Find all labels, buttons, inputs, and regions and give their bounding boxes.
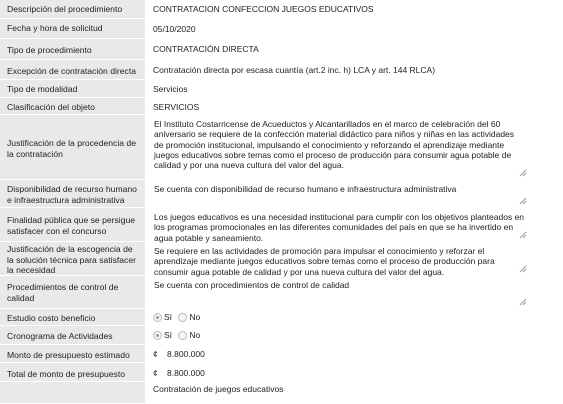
resize-grip-icon[interactable] (519, 265, 527, 273)
currency-symbol: ¢ (153, 349, 158, 359)
field-label: Procedimientos de control de calidad (0, 276, 145, 309)
field-label: Total de monto de presupuesto (0, 363, 145, 382)
row-finalidad-publica (0, 208, 563, 242)
objeto-value: Contratación de juegos educativos (153, 384, 284, 394)
fecha-value: 05/10/2020 (153, 24, 196, 34)
row-excepcion (0, 60, 563, 80)
row-justificacion-procedencia (0, 115, 563, 180)
row-fecha (0, 19, 563, 39)
field-label: Descripción del procedimiento (0, 0, 145, 19)
field-label: Tipo de modalidad (0, 80, 145, 98)
field-label (0, 382, 145, 404)
cronograma-no-radio[interactable]: No (178, 330, 200, 341)
field-label: Justificación de la procedencia de la contratación (0, 115, 145, 180)
resize-grip-icon[interactable] (519, 197, 527, 205)
row-monto-estimado (0, 345, 563, 363)
currency-symbol: ¢ (153, 368, 158, 378)
resize-grip-icon[interactable] (519, 231, 527, 239)
row-estudio-costo (0, 309, 563, 326)
monto-total-value: 8.800.000 (167, 368, 205, 378)
row-control-calidad (0, 276, 563, 309)
row-objeto (0, 382, 563, 404)
field-label: Tipo de procedimiento (0, 39, 145, 60)
radio-button-icon (178, 331, 187, 340)
row-disponibilidad (0, 180, 563, 208)
cronograma-si-radio[interactable]: Sí (153, 330, 172, 341)
excepcion-value: Contratación directa por escasa cuantía (art.2 inc. h) LCA y art. 144 RLCA) (153, 65, 436, 75)
resize-grip-icon[interactable] (519, 298, 527, 306)
field-label: Excepción de contratación directa (0, 60, 145, 80)
estudio-si-radio[interactable]: Sí (153, 312, 172, 323)
field-label: Finalidad pública que se persigue satisfacer con el concurso (0, 208, 145, 242)
field-label: Disponibilidad de recurso humano e infraestructura administrativa (0, 180, 145, 208)
justificacion-procedencia-textarea[interactable]: El Instituto Costarricense de Acueductos y Alcantarillados en el marco de celebración del 60 aniversario se requiere de la confección material didáctico para niños y niñas en las actividades de promoción institucional, impulsando el conocimiento y reforzando el aprendizaje mediante juegos educativos sobre temas como el proceso de producción para consumir agua potable de calidad y por una nueva cultura del valor del agua. (153, 118, 526, 177)
disponibilidad-textarea[interactable]: Se cuenta con disponibilidad de recurso humano e infraestructura administrativa (153, 183, 526, 205)
row-justificacion-escogencia (0, 242, 563, 276)
monto-estimado-value: 8.800.000 (167, 349, 205, 359)
descripcion-value: CONTRATACION CONFECCION JUEGOS EDUCATIVOS (153, 4, 374, 14)
radio-button-icon (153, 313, 162, 322)
radio-button-icon (178, 313, 187, 322)
control-calidad-textarea[interactable]: Se cuenta con procedimientos de control de calidad (153, 279, 526, 306)
field-label: Clasificación del objeto (0, 98, 145, 115)
field-label: Estudio costo beneficio (0, 309, 145, 326)
row-tipo-modalidad (0, 80, 563, 98)
tipo-procedimiento-value: CONTRATACIÓN DIRECTA (153, 44, 259, 54)
field-label: Justificación de la escogencia de la solución técnica para satisfacer la necesidad (0, 242, 145, 276)
radio-button-icon (153, 331, 162, 340)
tipo-modalidad-value: Servicios (153, 84, 188, 94)
row-tipo-procedimiento (0, 39, 563, 60)
field-label: Monto de presupuesto estimado (0, 345, 145, 363)
row-cronograma (0, 326, 563, 345)
clasificacion-value: SERVICIOS (153, 102, 200, 112)
finalidad-publica-textarea[interactable]: Los juegos educativos es una necesidad institucional para cumplir con los objetivos planteados en los programas promocionales en las diferentes comunidades del país en que se ha invertido en agua potable y saneamiento. (153, 211, 526, 239)
row-descripcion (0, 0, 563, 19)
field-label: Cronograma de Actividades (0, 326, 145, 345)
estudio-no-radio[interactable]: No (178, 312, 200, 323)
justificacion-escogencia-textarea[interactable]: Se requiere en las actividades de promoción para impulsar el conocimiento y reforzar el aprendizaje mediante juegos educativos sobre temas como el proceso de producción para consumir agua potable de calidad y por una nueva cultura del valor del agua. (153, 245, 526, 273)
field-label: Fecha y hora de solicitud (0, 19, 145, 39)
resize-grip-icon[interactable] (519, 169, 527, 177)
row-monto-total (0, 363, 563, 382)
row-clasificacion (0, 98, 563, 115)
